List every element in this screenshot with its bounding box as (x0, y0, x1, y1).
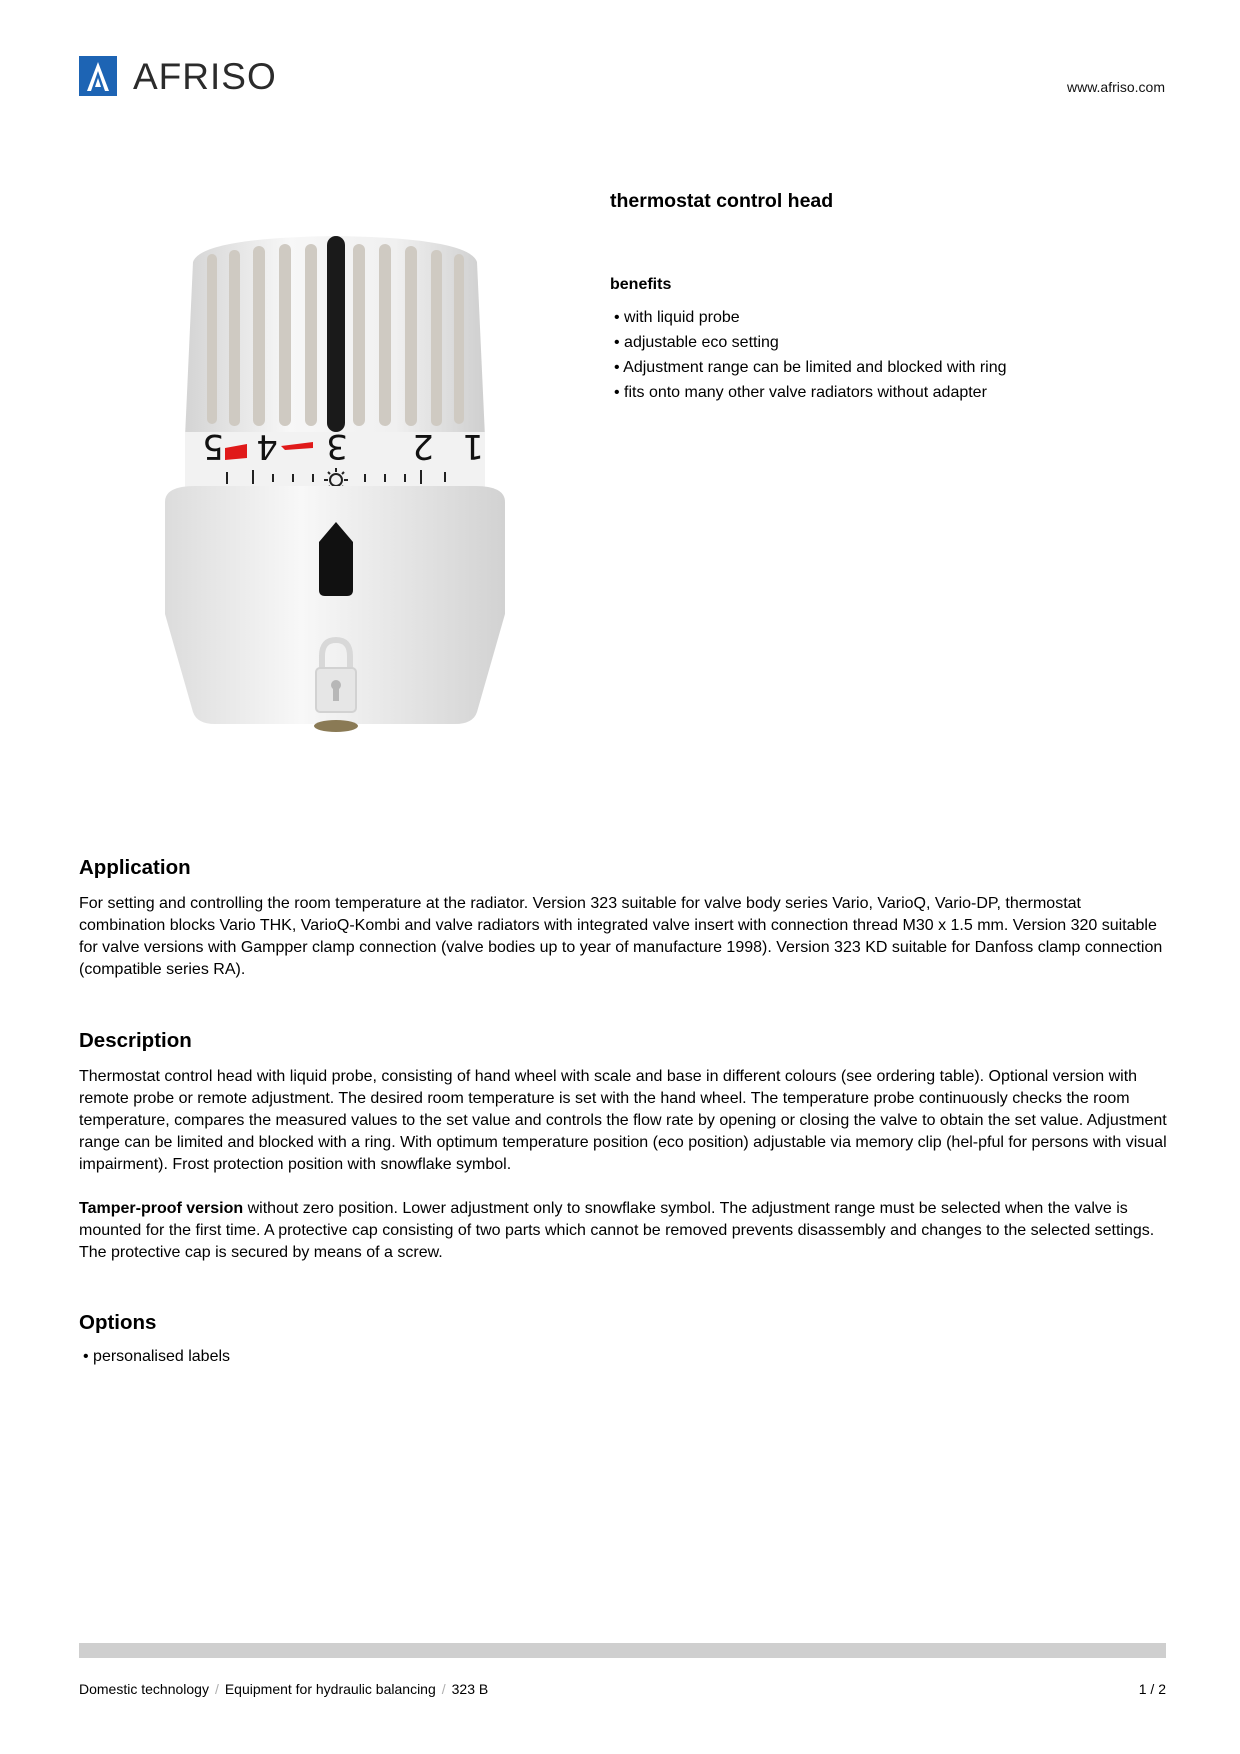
description-heading: Description (79, 1029, 192, 1052)
footer-divider (79, 1643, 1166, 1658)
product-title: thermostat control head (610, 190, 834, 212)
brand-name: AFRISO (133, 55, 277, 97)
list-item: • Adjustment range can be limited and blocked with ring (614, 355, 1007, 380)
afriso-logo[interactable] (79, 56, 277, 96)
tamper-proof-text (79, 1198, 1169, 1264)
dial-number: 5 (202, 426, 224, 466)
page-number: 1 / 2 (1138, 1681, 1166, 1697)
breadcrumb-separator: / (214, 1681, 219, 1697)
tamper-proof-body: without zero position. Lower adjustment only to snowflake symbol. The adjustment range must be selected when the valve is mounted for the first time. A protective cap consisting of two parts which cannot be removed prevents disassembly and changes to the selected settings. The protective cap is secured by means of a screw. (79, 1200, 1155, 1261)
dial-number: 2 (412, 426, 434, 466)
breadcrumb-separator: / (441, 1681, 446, 1697)
breadcrumb-item[interactable]: Domestic technology (79, 1681, 209, 1697)
thermostat-head-photo (155, 232, 515, 742)
options-heading: Options (79, 1311, 157, 1334)
application-heading: Application (79, 856, 191, 879)
footer (79, 1681, 1166, 1697)
list-item: • fits onto many other valve radiators without adapter (614, 380, 1007, 405)
list-item: • personalised labels (83, 1346, 230, 1368)
dial-number: 3 (326, 426, 348, 466)
website-link[interactable]: www.afriso.com (1066, 79, 1165, 95)
dial-number: 4 (256, 426, 278, 466)
options-list (83, 1346, 230, 1368)
benefits-list (614, 305, 1007, 405)
breadcrumb-item[interactable]: Equipment for hydraulic balancing (224, 1681, 436, 1697)
breadcrumb (79, 1681, 488, 1697)
list-item: • with liquid probe (614, 305, 1007, 330)
description-text: Thermostat control head with liquid probe, consisting of hand wheel with scale and base in different colours (see ordering table). Optional version with remote probe or remote adjustment. The desired room temperature is set with the hand wheel. The temperature probe continuously checks the room temperature, compares the measured values to the set value and controls the flow rate by opening or closing the valve to obtain the set value. Adjustment range can be limited and blocked with a ring. With optimum temperature position (eco position) adjustable via memory clip (hel-pful for persons with visual impairment). Frost protection position with snowflake symbol. (79, 1068, 1167, 1173)
dial-number: 1 (462, 426, 484, 466)
application-text: For setting and controlling the room temperature at the radiator. Version 323 suitable for valve body series Vario, VarioQ, Vario-DP, thermostat combination blocks Vario THK, VarioQ-Kombi and valve radiators with integrated valve insert with connection thread M30 x 1.5 mm. Version 320 suitable for valve versions with Gampper clamp connection (valve bodies up to year of manufacture 1998). Version 323 KD suitable for Danfoss clamp connection (compatible series RA). (79, 895, 1163, 978)
list-item: • adjustable eco setting (614, 330, 1007, 355)
tamper-proof-label: Tamper-proof version (79, 1200, 244, 1217)
afriso-logo-icon (79, 56, 117, 96)
benefits-heading: benefits (610, 276, 672, 293)
breadcrumb-item[interactable]: 323 B (451, 1681, 489, 1697)
